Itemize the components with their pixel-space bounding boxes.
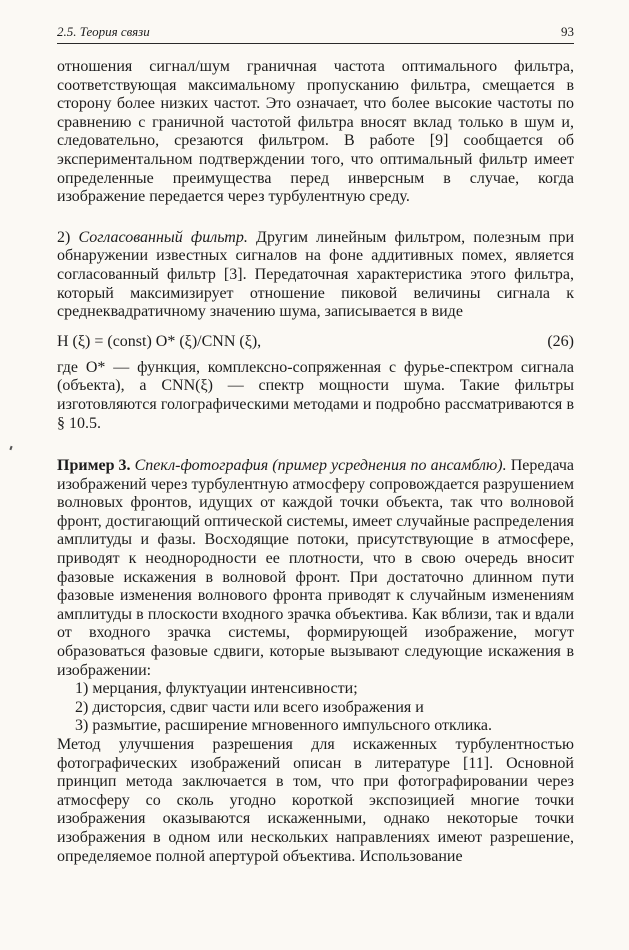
paragraph-2-number: 2)	[57, 228, 71, 246]
paragraph-2	[57, 229, 574, 322]
example-3	[57, 457, 574, 680]
list-item: 1) мерцания, флуктуации интенсивности;	[75, 680, 358, 698]
page-number: 93	[561, 24, 574, 39]
page	[57, 24, 574, 866]
example-text: Передача изображений через турбулентную атмосферу сопровождается разрушением волновых фронтов, идущих от каждой точки объекта, так что волновой фронт, достигающий оптической системы, имеет случайные распределения амплитуды и фазы. Восходящие потоки, присутствующие в атмосфере, приводят к неоднородности ее плотности, что в свою очередь вносит фазовые искажения в волновой фронт. При достаточно длинном пути фазовые изменения волнового фронта приводят к случайным изменениям амплитуды в плоскости входного зрачка объектива. Как вблизи, так и вдали от входного зрачка системы, формирующей изображение, могут образоваться фазовые сдвиги, которые вызывают следующие искажения в изображении:	[57, 457, 575, 679]
list-item: 2) дисторсия, сдвиг части или всего изображения и	[75, 698, 424, 716]
list-item: 3) размытие, расширение мгновенного импульсного отклика.	[75, 717, 492, 735]
example-title: Спекл-фотография (пример усреднения по ансамблю).	[134, 457, 507, 475]
equation-number: (26)	[547, 332, 574, 350]
paragraph-2-title: Согласованный фильтр.	[78, 228, 248, 246]
running-header	[57, 24, 574, 44]
section-title: 2.5. Теория связи	[57, 24, 150, 39]
paragraph-1: отношения сигнал/шум граничная частота оптимального фильтра, соответствующая максимальному пропусканию фильтра, смещается в сторону более низких частот. Это означает, что более высокие частоты по сравнению с граничной частотой фильтра вносят вклад только в шум и, следовательно, срезаются фильтром. В работе [9] сообщается об экспериментальном подтверждении того, что оптимальный фильтр имеет определенные преимущества перед инверсным в случае, когда изображение передается через турбулентную среду.	[57, 58, 574, 206]
example-label: Пример 3.	[57, 457, 131, 475]
stray-mark	[9, 446, 12, 450]
paragraph-3: где O* — функция, комплексно-сопряженная с фурье-спектром сигнала (объекта), а CNN(ξ) — спектр мощности шума. Такие фильтры изготовляются голографическими методами и подробно рассматриваются в § 10.5.	[57, 358, 574, 432]
paragraph-continuation: Метод улучшения разрешения для искаженных турбулентностью фотографических изображений описан в литературе [11]. Основной принцип метода заключается в том, что при фотографировании через атмосферу со сколь угодно короткой экспозицией многие точки изображения оказываются искаженными, однако некоторые точки изображения в одном или нескольких направлениях имеют разрешение, определяемое полной апертурой объектива. Использование	[57, 736, 574, 865]
equation-expression: H (ξ) = (const) O* (ξ)/CNN (ξ),	[57, 332, 262, 350]
equation-26	[57, 329, 574, 355]
paragraph-2-text: Другим линейным фильтром, полезным при обнаружении известных сигналов на фоне аддитивных помех, является согласованный фильтр [3]. Передаточная характеристика этого фильтра, который максимизирует отношение пиковой величины сигнала к среднеквадратичному значению шума, записывается в виде	[57, 228, 575, 321]
